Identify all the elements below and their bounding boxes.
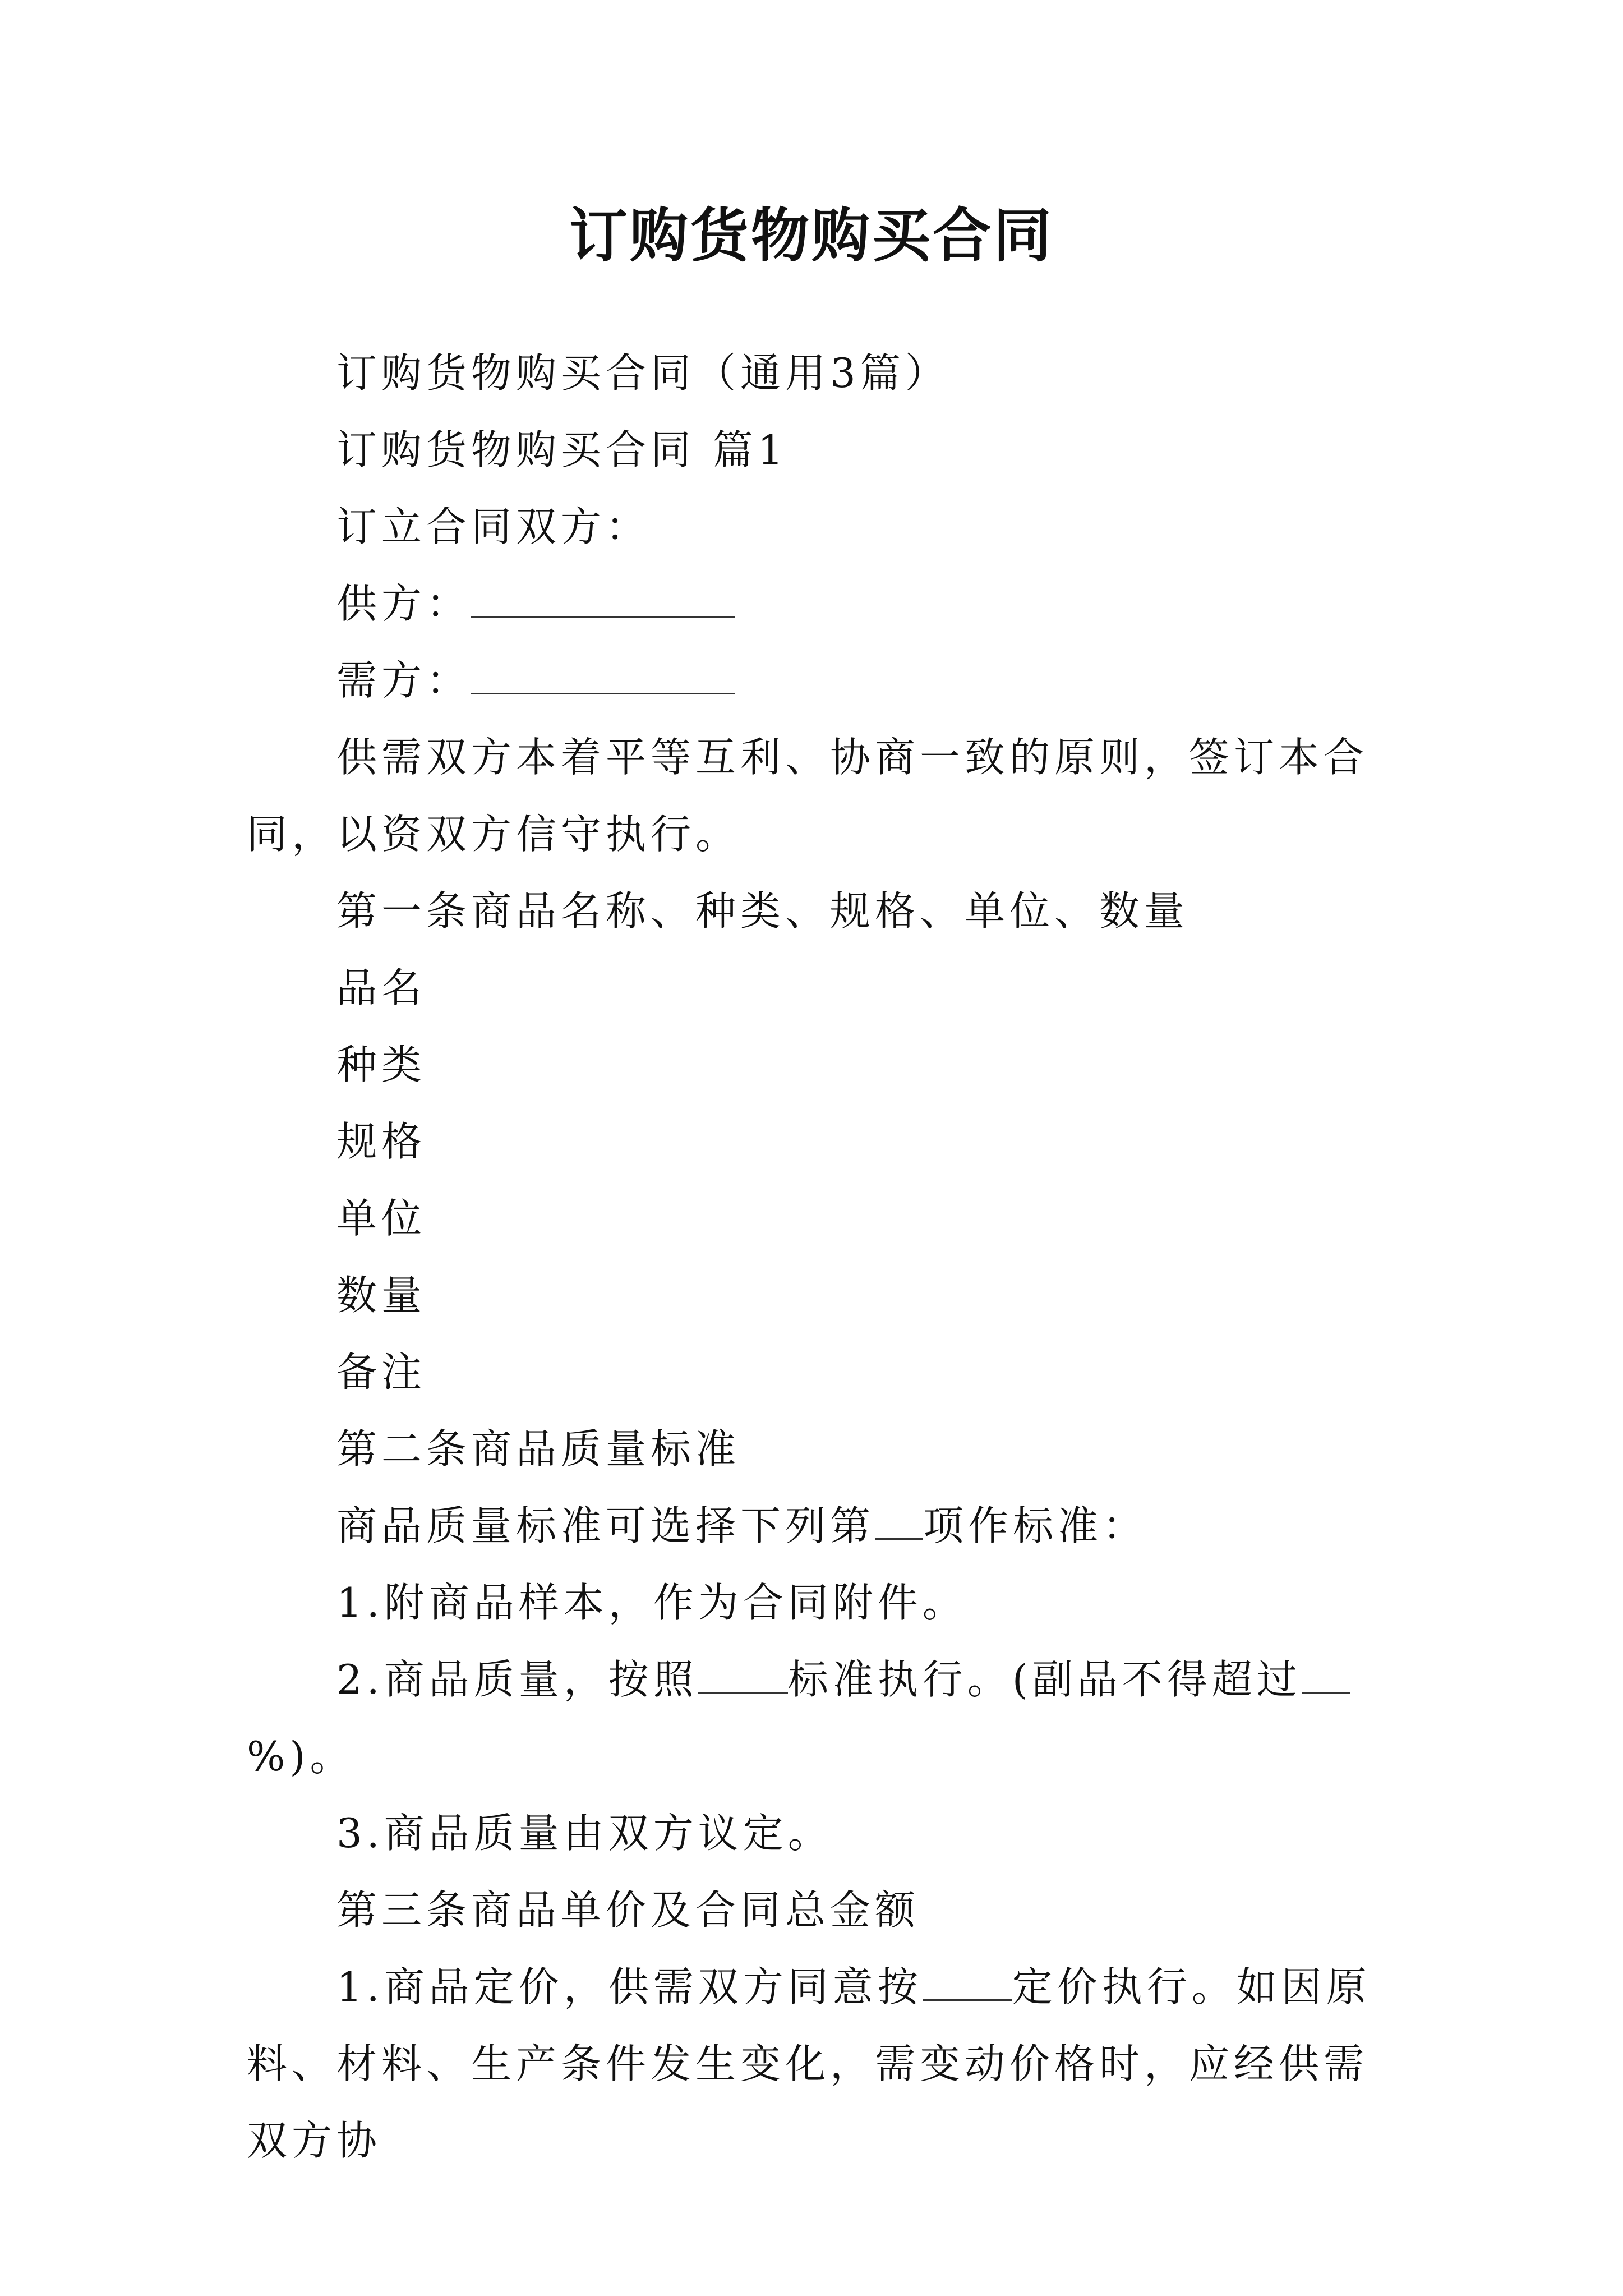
item-field: 品名 <box>336 964 427 1011</box>
clause-heading: 第二条商品质量标准 <box>336 1425 741 1473</box>
buyer-line <box>247 642 1396 719</box>
quality-standard-post: %)。 <box>247 1733 355 1780</box>
option-blank <box>875 1504 923 1540</box>
pricing-pre: 1.商品定价，供需双方同意按 <box>336 1963 923 2010</box>
price-blank <box>923 1966 1012 2001</box>
buyer-blank <box>471 659 735 694</box>
quality-option-line <box>247 1488 1396 1565</box>
pricing-line <box>247 1949 1396 2179</box>
percent-blank <box>1302 1658 1350 1694</box>
supplier-line <box>247 565 1396 642</box>
quality-standard-mid: 标准执行。(副品不得超过 <box>787 1656 1302 1703</box>
document-body <box>247 335 1396 2179</box>
buyer-label: 需方： <box>336 657 472 704</box>
supplier-label: 供方： <box>336 580 472 627</box>
item-field: 单位 <box>336 1195 427 1242</box>
paragraph: 3.商品质量由双方议定。 <box>336 1810 833 1857</box>
item-field: 规格 <box>336 1118 427 1165</box>
pricing-post: 定价执行。如因原料、材料、生产条件发生变化，需变动价格时，应经供需双方协 <box>247 1963 1371 2164</box>
item-field: 数量 <box>336 1272 427 1319</box>
paragraph: 供需双方本着平等互利、协商一致的原则，签订本合同，以资双方信守执行。 <box>247 734 1369 858</box>
quality-option-post: 项作标准： <box>923 1502 1148 1549</box>
item-field: 备注 <box>336 1349 427 1396</box>
document-title: 订购货物购买合同 <box>569 201 1054 270</box>
quality-option-pre: 商品质量标准可选择下列第 <box>336 1502 875 1549</box>
clause-heading: 第三条商品单价及合同总金额 <box>336 1887 920 1934</box>
paragraph: 订购货物购买合同 篇1 <box>336 426 788 473</box>
quality-standard-line <box>247 1641 1396 1795</box>
quality-standard-pre: 2.商品质量，按照 <box>336 1656 698 1703</box>
paragraph: 1.附商品样本，作为合同附件。 <box>336 1579 967 1626</box>
supplier-blank <box>471 582 735 618</box>
paragraph: 订购货物购买合同（通用3篇） <box>336 349 950 397</box>
item-field: 种类 <box>336 1041 427 1088</box>
standard-blank <box>698 1658 788 1694</box>
clause-heading: 第一条商品名称、种类、规格、单位、数量 <box>336 887 1189 935</box>
paragraph: 订立合同双方： <box>336 503 651 550</box>
